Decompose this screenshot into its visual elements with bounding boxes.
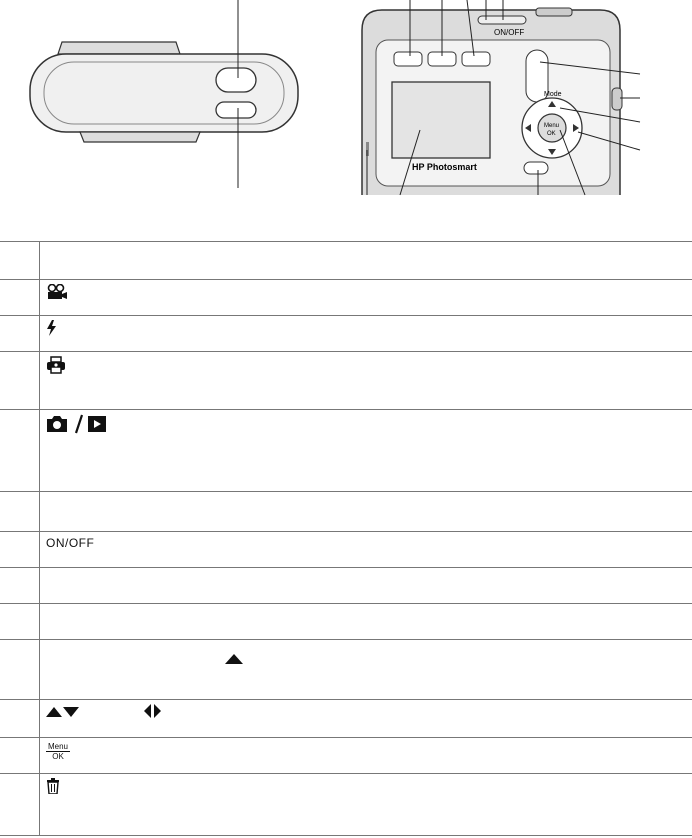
arrow-keys-icon <box>46 704 166 718</box>
print-icon <box>46 356 66 374</box>
svg-text:OK: OK <box>547 131 556 137</box>
legend-row-flash <box>0 316 692 352</box>
camera-playback-icon <box>46 414 108 434</box>
trash-icon <box>46 778 60 794</box>
camera-top-view <box>30 0 298 188</box>
svg-text:HP Photosmart: HP Photosmart <box>412 162 477 172</box>
video-button <box>216 102 256 118</box>
control-legend-table <box>0 241 692 836</box>
svg-text:Mode: Mode <box>544 91 562 98</box>
legend-row-8 <box>0 568 692 604</box>
menu-ok-icon <box>46 742 70 761</box>
on-off-label: ON/OFF <box>46 536 95 550</box>
legend-row-camera-playback <box>0 410 692 492</box>
menu-ok-menu-label: Menu <box>47 742 68 751</box>
svg-text:Menu: Menu <box>544 123 560 129</box>
camera-diagram <box>0 0 692 215</box>
legend-row-arrows <box>0 700 692 738</box>
flash-icon <box>46 320 58 336</box>
arrow-up-icon <box>225 654 243 664</box>
legend-row-delete <box>0 774 692 836</box>
legend-row-6 <box>0 492 692 532</box>
legend-row-9 <box>0 604 692 640</box>
legend-row-1 <box>0 242 692 280</box>
video-camera-icon <box>46 284 68 300</box>
shutter-button <box>216 68 256 92</box>
svg-text:ON/OFF: ON/OFF <box>494 28 525 37</box>
legend-row-on-off <box>0 532 692 568</box>
legend-row-mode <box>0 640 692 700</box>
legend-row-print <box>0 352 692 410</box>
camera-back-view <box>362 0 640 195</box>
legend-row-menu-ok <box>0 738 692 774</box>
legend-row-video <box>0 280 692 316</box>
menu-ok-ok-label: OK <box>52 752 64 761</box>
